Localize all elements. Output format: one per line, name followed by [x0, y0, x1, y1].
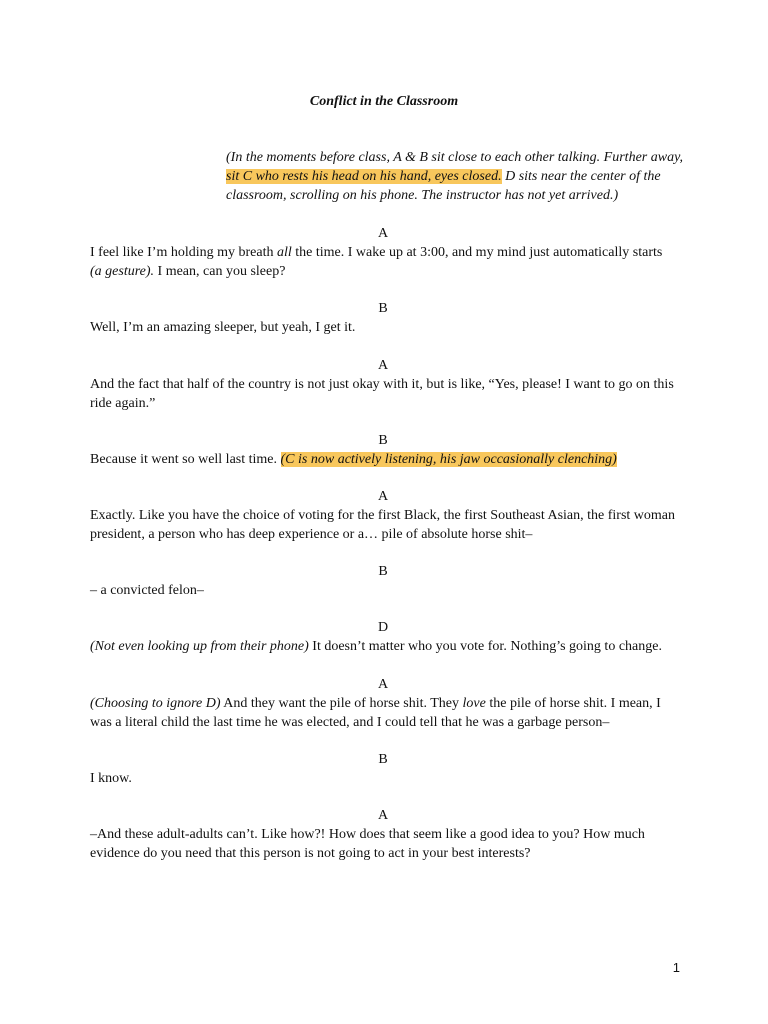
dialogue-block-8: [90, 675, 676, 732]
speaker-label: A: [377, 489, 389, 504]
dialogue-text: – a convicted felon–: [90, 583, 204, 598]
speaker-label: B: [378, 564, 388, 579]
dialogue-text: And the fact that half of the country is not just okay with it, but is like, “Yes, please! I want to go on this ride again.”: [90, 377, 674, 411]
dialogue-block-4: [90, 431, 676, 469]
speaker-label: D: [377, 620, 389, 635]
dialogue-block-1: [90, 224, 676, 281]
dialogue-text: I know.: [90, 771, 132, 786]
stage-direction: [226, 148, 684, 205]
dialogue-text: I feel like I’m holding my breath all the time. I wake up at 3:00, and my mind just automatically starts (a gesture). I mean, can you sleep?: [90, 245, 663, 279]
dialogue-block-7: [90, 618, 676, 656]
stage-text-2: D sits near the center of the classroom, scrolling on his phone. The instructor has not yet arrived.): [226, 169, 661, 203]
speaker-label: B: [378, 433, 388, 448]
dialogue-block-6: [90, 562, 676, 600]
dialogue-block-5: [90, 487, 676, 544]
speaker-label: A: [377, 226, 389, 241]
dialogue-block-2: [90, 299, 676, 337]
speaker-label: B: [378, 752, 388, 767]
dialogue-text: (Choosing to ignore D) And they want the pile of horse shit. They love the pile of horse shit. I mean, I was a literal child the last time he was elected, and I could tell that he was a garbage person–: [90, 696, 661, 730]
speaker-label: A: [377, 808, 389, 823]
dialogue-text: (Not even looking up from their phone) It doesn’t matter who you vote for. Nothing’s going to change.: [90, 639, 662, 654]
dialogue-text: –And these adult-adults can’t. Like how?! How does that seem like a good idea to you? How much evidence do you need that this person is not going to act in your best interests?: [90, 827, 645, 861]
stage-highlight: sit C who rests his head on his hand, eyes closed.: [226, 169, 502, 184]
dialogue-text: Exactly. Like you have the choice of voting for the first Black, the first Southeast Asian, the first woman president, a person who has deep experience or a… pile of absolute horse shit–: [90, 508, 675, 542]
dialogue-block-9: [90, 750, 676, 788]
dialogue-block-3: [90, 356, 676, 413]
dialogue-block-10: [90, 806, 676, 863]
dialogue-highlight: (C is now actively listening, his jaw occasionally clenching): [280, 452, 617, 467]
speaker-label: B: [378, 301, 388, 316]
speaker-label: A: [377, 358, 389, 373]
dialogue-text: Because it went so well last time. (C is now actively listening, his jaw occasionally clenching): [90, 452, 617, 467]
stage-text-1: (In the moments before class, A & B sit close to each other talking. Further away,: [226, 150, 684, 165]
page-number: 1: [672, 960, 680, 975]
speaker-label: A: [377, 677, 389, 692]
document-title: Conflict in the Classroom: [309, 94, 459, 109]
dialogue-text: Well, I’m an amazing sleeper, but yeah, I get it.: [90, 320, 356, 335]
